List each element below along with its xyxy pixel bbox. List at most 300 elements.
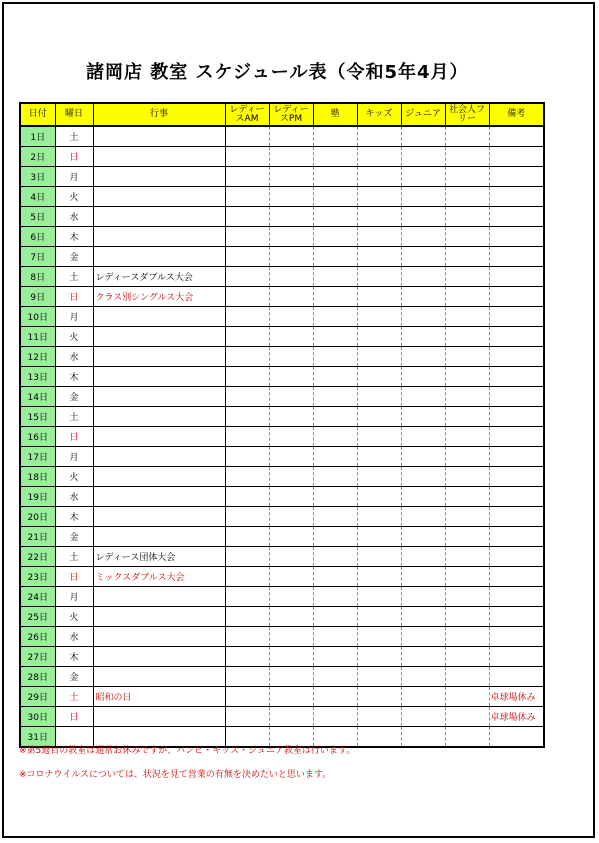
event-cell xyxy=(93,247,225,267)
ladies-pm-cell xyxy=(269,487,313,507)
event-cell xyxy=(93,507,225,527)
junior-cell xyxy=(401,647,445,667)
remarks-cell xyxy=(489,627,544,647)
date-cell: 20日 xyxy=(20,507,55,527)
junior-cell xyxy=(401,487,445,507)
header-junior: ジュニア xyxy=(401,103,445,126)
adult-free-cell xyxy=(445,307,489,327)
juku-cell xyxy=(313,467,357,487)
junior-cell xyxy=(401,247,445,267)
adult-free-cell xyxy=(445,447,489,467)
date-cell: 21日 xyxy=(20,527,55,547)
date-cell: 11日 xyxy=(20,327,55,347)
junior-cell xyxy=(401,387,445,407)
juku-cell xyxy=(313,587,357,607)
kids-cell xyxy=(357,687,401,707)
adult-free-cell xyxy=(445,467,489,487)
ladies-am-cell xyxy=(225,507,269,527)
remarks-cell xyxy=(489,207,544,227)
event-cell xyxy=(93,607,225,627)
kids-cell xyxy=(357,407,401,427)
ladies-am-cell xyxy=(225,367,269,387)
ladies-am-cell xyxy=(225,647,269,667)
event-cell xyxy=(93,427,225,447)
ladies-am-cell xyxy=(225,627,269,647)
ladies-am-cell xyxy=(225,487,269,507)
weekday-cell: 金 xyxy=(55,667,93,687)
ladies-pm-cell xyxy=(269,407,313,427)
date-cell: 2日 xyxy=(20,147,55,167)
ladies-pm-cell xyxy=(269,687,313,707)
ladies-pm-cell xyxy=(269,587,313,607)
juku-cell xyxy=(313,547,357,567)
date-cell: 22日 xyxy=(20,547,55,567)
date-cell: 23日 xyxy=(20,567,55,587)
weekday-cell: 金 xyxy=(55,387,93,407)
remarks-cell xyxy=(489,387,544,407)
adult-free-cell xyxy=(445,247,489,267)
schedule-row xyxy=(20,407,544,427)
remarks-cell xyxy=(489,367,544,387)
date-cell: 7日 xyxy=(20,247,55,267)
kids-cell xyxy=(357,567,401,587)
remarks-cell xyxy=(489,287,544,307)
juku-cell xyxy=(313,126,357,147)
weekday-cell: 水 xyxy=(55,627,93,647)
ladies-am-cell xyxy=(225,447,269,467)
schedule-table xyxy=(19,102,545,748)
weekday-cell: 火 xyxy=(55,607,93,627)
adult-free-cell xyxy=(445,627,489,647)
remarks-cell xyxy=(489,647,544,667)
junior-cell xyxy=(401,227,445,247)
header-event: 行事 xyxy=(93,103,225,126)
schedule-row xyxy=(20,607,544,627)
kids-cell xyxy=(357,227,401,247)
header-ladies-am: レディースAM xyxy=(225,103,269,126)
kids-cell xyxy=(357,307,401,327)
juku-cell xyxy=(313,447,357,467)
ladies-pm-cell xyxy=(269,547,313,567)
ladies-pm-cell xyxy=(269,227,313,247)
event-cell xyxy=(93,487,225,507)
kids-cell xyxy=(357,167,401,187)
weekday-cell: 日 xyxy=(55,287,93,307)
date-cell: 8日 xyxy=(20,267,55,287)
schedule-row xyxy=(20,227,544,247)
kids-cell xyxy=(357,587,401,607)
adult-free-cell xyxy=(445,347,489,367)
weekday-cell: 土 xyxy=(55,547,93,567)
ladies-am-cell xyxy=(225,707,269,727)
junior-cell xyxy=(401,607,445,627)
ladies-pm-cell xyxy=(269,307,313,327)
event-cell xyxy=(93,126,225,147)
juku-cell xyxy=(313,567,357,587)
adult-free-cell xyxy=(445,647,489,667)
date-cell: 30日 xyxy=(20,707,55,727)
event-cell: レディース団体大会 xyxy=(93,547,225,567)
schedule-row xyxy=(20,447,544,467)
header-ladies-pm: レディースPM xyxy=(269,103,313,126)
weekday-cell: 水 xyxy=(55,487,93,507)
event-cell xyxy=(93,707,225,727)
adult-free-cell xyxy=(445,487,489,507)
juku-cell xyxy=(313,487,357,507)
ladies-pm-cell xyxy=(269,447,313,467)
juku-cell xyxy=(313,387,357,407)
schedule-row xyxy=(20,207,544,227)
juku-cell xyxy=(313,167,357,187)
adult-free-cell xyxy=(445,407,489,427)
event-cell xyxy=(93,447,225,467)
date-cell: 13日 xyxy=(20,367,55,387)
juku-cell xyxy=(313,267,357,287)
page-title: 諸岡店 教室 スケジュール表（令和5年4月） xyxy=(86,62,469,83)
juku-cell xyxy=(313,147,357,167)
schedule-row xyxy=(20,367,544,387)
remarks-cell xyxy=(489,427,544,447)
junior-cell xyxy=(401,727,445,748)
ladies-pm-cell xyxy=(269,267,313,287)
date-cell: 17日 xyxy=(20,447,55,467)
adult-free-cell xyxy=(445,367,489,387)
adult-free-cell xyxy=(445,527,489,547)
date-cell: 31日 xyxy=(20,727,55,748)
adult-free-cell xyxy=(445,727,489,748)
kids-cell xyxy=(357,627,401,647)
schedule-row xyxy=(20,667,544,687)
weekday-cell: 月 xyxy=(55,167,93,187)
juku-cell xyxy=(313,507,357,527)
schedule-row xyxy=(20,307,544,327)
event-cell: レディースダブルス大会 xyxy=(93,267,225,287)
event-cell: 昭和の日 xyxy=(93,687,225,707)
adult-free-cell xyxy=(445,387,489,407)
junior-cell xyxy=(401,407,445,427)
schedule-row xyxy=(20,287,544,307)
ladies-pm-cell xyxy=(269,627,313,647)
header-kids: キッズ xyxy=(357,103,401,126)
date-cell: 15日 xyxy=(20,407,55,427)
schedule-row xyxy=(20,247,544,267)
ladies-pm-cell xyxy=(269,567,313,587)
weekday-cell: 木 xyxy=(55,647,93,667)
ladies-am-cell xyxy=(225,407,269,427)
date-cell: 10日 xyxy=(20,307,55,327)
ladies-am-cell xyxy=(225,607,269,627)
weekday-cell: 木 xyxy=(55,227,93,247)
date-cell: 3日 xyxy=(20,167,55,187)
weekday-cell: 日 xyxy=(55,147,93,167)
adult-free-cell xyxy=(445,607,489,627)
juku-cell xyxy=(313,327,357,347)
adult-free-cell xyxy=(445,707,489,727)
ladies-am-cell xyxy=(225,147,269,167)
event-cell xyxy=(93,367,225,387)
junior-cell xyxy=(401,567,445,587)
kids-cell xyxy=(357,427,401,447)
event-cell xyxy=(93,207,225,227)
weekday-cell: 木 xyxy=(55,367,93,387)
weekday-cell: 土 xyxy=(55,687,93,707)
event-cell: ミックスダブルス大会 xyxy=(93,567,225,587)
weekday-cell: 土 xyxy=(55,126,93,147)
juku-cell xyxy=(313,187,357,207)
event-cell xyxy=(93,407,225,427)
schedule-row xyxy=(20,567,544,587)
adult-free-cell xyxy=(445,287,489,307)
event-cell xyxy=(93,187,225,207)
date-cell: 9日 xyxy=(20,287,55,307)
ladies-am-cell xyxy=(225,427,269,447)
weekday-cell: 土 xyxy=(55,407,93,427)
ladies-pm-cell xyxy=(269,387,313,407)
ladies-am-cell xyxy=(225,267,269,287)
remarks-cell xyxy=(489,567,544,587)
weekday-cell: 水 xyxy=(55,207,93,227)
event-cell xyxy=(93,147,225,167)
schedule-row xyxy=(20,147,544,167)
remarks-cell xyxy=(489,727,544,748)
remarks-cell xyxy=(489,307,544,327)
kids-cell xyxy=(357,707,401,727)
ladies-pm-cell xyxy=(269,126,313,147)
event-cell xyxy=(93,167,225,187)
adult-free-cell xyxy=(445,687,489,707)
remarks-cell xyxy=(489,167,544,187)
kids-cell xyxy=(357,547,401,567)
juku-cell xyxy=(313,647,357,667)
weekday-cell: 土 xyxy=(55,267,93,287)
kids-cell xyxy=(357,467,401,487)
weekday-cell: 日 xyxy=(55,567,93,587)
event-cell xyxy=(93,647,225,667)
remarks-cell xyxy=(489,267,544,287)
date-cell: 27日 xyxy=(20,647,55,667)
ladies-pm-cell xyxy=(269,327,313,347)
adult-free-cell xyxy=(445,227,489,247)
remarks-cell xyxy=(489,407,544,427)
ladies-pm-cell xyxy=(269,507,313,527)
remarks-cell xyxy=(489,527,544,547)
ladies-am-cell xyxy=(225,247,269,267)
date-cell: 18日 xyxy=(20,467,55,487)
event-cell xyxy=(93,347,225,367)
adult-free-cell xyxy=(445,147,489,167)
remarks-cell xyxy=(489,327,544,347)
kids-cell xyxy=(357,126,401,147)
ladies-pm-cell xyxy=(269,287,313,307)
ladies-am-cell xyxy=(225,167,269,187)
ladies-pm-cell xyxy=(269,427,313,447)
kids-cell xyxy=(357,607,401,627)
ladies-am-cell xyxy=(225,587,269,607)
juku-cell xyxy=(313,427,357,447)
junior-cell xyxy=(401,427,445,447)
juku-cell xyxy=(313,407,357,427)
remarks-cell xyxy=(489,147,544,167)
remarks-cell xyxy=(489,227,544,247)
junior-cell xyxy=(401,527,445,547)
juku-cell xyxy=(313,687,357,707)
junior-cell xyxy=(401,367,445,387)
remarks-cell: 卓球場休み xyxy=(489,707,544,727)
junior-cell xyxy=(401,147,445,167)
ladies-am-cell xyxy=(225,547,269,567)
schedule-row xyxy=(20,427,544,447)
remarks-cell: 卓球場休み xyxy=(489,687,544,707)
event-cell xyxy=(93,307,225,327)
footnote: ※第5週目の教室は通常お休みですが、バンビ・キッズ・ジュニア教室は行います。 xyxy=(19,746,356,756)
adult-free-cell xyxy=(445,267,489,287)
junior-cell xyxy=(401,507,445,527)
remarks-cell xyxy=(489,247,544,267)
ladies-pm-cell xyxy=(269,607,313,627)
header-date: 日付 xyxy=(20,103,55,126)
adult-free-cell xyxy=(445,567,489,587)
remarks-cell xyxy=(489,667,544,687)
weekday-cell: 金 xyxy=(55,527,93,547)
footnotes xyxy=(19,743,355,791)
remarks-cell xyxy=(489,487,544,507)
ladies-pm-cell xyxy=(269,347,313,367)
weekday-cell: 火 xyxy=(55,187,93,207)
kids-cell xyxy=(357,327,401,347)
ladies-pm-cell xyxy=(269,147,313,167)
junior-cell xyxy=(401,287,445,307)
schedule-row xyxy=(20,387,544,407)
junior-cell xyxy=(401,667,445,687)
schedule-row xyxy=(20,347,544,367)
date-cell: 28日 xyxy=(20,667,55,687)
kids-cell xyxy=(357,507,401,527)
ladies-am-cell xyxy=(225,387,269,407)
junior-cell xyxy=(401,587,445,607)
schedule-row xyxy=(20,327,544,347)
schedule-row xyxy=(20,707,544,727)
remarks-cell xyxy=(489,126,544,147)
schedule-row xyxy=(20,647,544,667)
kids-cell xyxy=(357,267,401,287)
ladies-am-cell xyxy=(225,687,269,707)
kids-cell xyxy=(357,647,401,667)
event-cell xyxy=(93,627,225,647)
juku-cell xyxy=(313,287,357,307)
date-cell: 25日 xyxy=(20,607,55,627)
schedule-row xyxy=(20,126,544,147)
header-row xyxy=(20,103,544,126)
remarks-cell xyxy=(489,347,544,367)
juku-cell xyxy=(313,607,357,627)
juku-cell xyxy=(313,207,357,227)
schedule-row xyxy=(20,507,544,527)
date-cell: 4日 xyxy=(20,187,55,207)
event-cell xyxy=(93,227,225,247)
junior-cell xyxy=(401,687,445,707)
ladies-am-cell xyxy=(225,567,269,587)
date-cell: 1日 xyxy=(20,126,55,147)
kids-cell xyxy=(357,527,401,547)
junior-cell xyxy=(401,187,445,207)
junior-cell xyxy=(401,307,445,327)
junior-cell xyxy=(401,327,445,347)
weekday-cell: 火 xyxy=(55,467,93,487)
ladies-am-cell xyxy=(225,287,269,307)
remarks-cell xyxy=(489,447,544,467)
schedule-row xyxy=(20,167,544,187)
kids-cell xyxy=(357,287,401,307)
schedule-body xyxy=(20,126,544,747)
weekday-cell: 火 xyxy=(55,327,93,347)
date-cell: 16日 xyxy=(20,427,55,447)
ladies-pm-cell xyxy=(269,187,313,207)
junior-cell xyxy=(401,627,445,647)
event-cell xyxy=(93,527,225,547)
schedule-row xyxy=(20,587,544,607)
kids-cell xyxy=(357,367,401,387)
remarks-cell xyxy=(489,607,544,627)
schedule-row xyxy=(20,627,544,647)
juku-cell xyxy=(313,627,357,647)
weekday-cell: 水 xyxy=(55,347,93,367)
juku-cell xyxy=(313,347,357,367)
adult-free-cell xyxy=(445,126,489,147)
footnote: ※コロナウイルスについては、状況を見て営業の有無を決めたいと思います。 xyxy=(19,770,332,780)
kids-cell xyxy=(357,387,401,407)
junior-cell xyxy=(401,126,445,147)
kids-cell xyxy=(357,187,401,207)
ladies-am-cell xyxy=(225,667,269,687)
adult-free-cell xyxy=(445,667,489,687)
ladies-am-cell xyxy=(225,327,269,347)
header-adult-free: 社会人フリー xyxy=(445,103,489,126)
date-cell: 5日 xyxy=(20,207,55,227)
ladies-am-cell xyxy=(225,227,269,247)
adult-free-cell xyxy=(445,327,489,347)
kids-cell xyxy=(357,727,401,748)
weekday-cell: 日 xyxy=(55,707,93,727)
header-remarks: 備考 xyxy=(489,103,544,126)
adult-free-cell xyxy=(445,507,489,527)
ladies-pm-cell xyxy=(269,647,313,667)
junior-cell xyxy=(401,347,445,367)
kids-cell xyxy=(357,247,401,267)
date-cell: 14日 xyxy=(20,387,55,407)
kids-cell xyxy=(357,347,401,367)
kids-cell xyxy=(357,447,401,467)
remarks-cell xyxy=(489,187,544,207)
remarks-cell xyxy=(489,467,544,487)
ladies-pm-cell xyxy=(269,167,313,187)
date-cell: 29日 xyxy=(20,687,55,707)
weekday-cell: 月 xyxy=(55,307,93,327)
date-cell: 6日 xyxy=(20,227,55,247)
adult-free-cell xyxy=(445,427,489,447)
ladies-pm-cell xyxy=(269,667,313,687)
event-cell xyxy=(93,467,225,487)
ladies-pm-cell xyxy=(269,707,313,727)
juku-cell xyxy=(313,367,357,387)
event-cell xyxy=(93,387,225,407)
date-cell: 12日 xyxy=(20,347,55,367)
ladies-pm-cell xyxy=(269,207,313,227)
schedule-row xyxy=(20,467,544,487)
remarks-cell xyxy=(489,547,544,567)
junior-cell xyxy=(401,707,445,727)
weekday-cell: 木 xyxy=(55,507,93,527)
ladies-pm-cell xyxy=(269,247,313,267)
